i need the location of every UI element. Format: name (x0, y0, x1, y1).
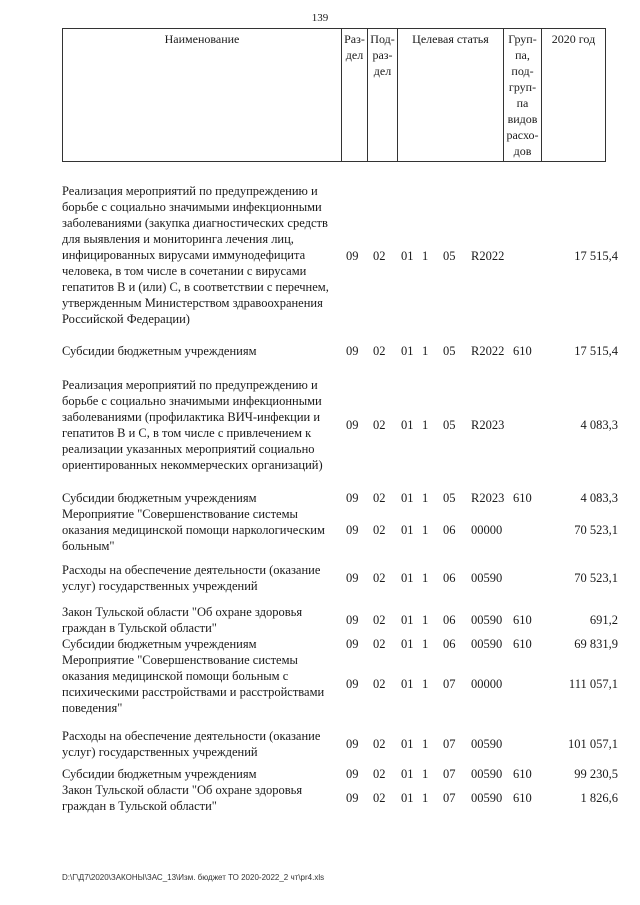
row-podrazdel: 02 (373, 767, 386, 781)
row-razdel: 09 (346, 571, 359, 585)
row-name-line: Субсидии бюджетным учреждениям (62, 344, 257, 358)
row-name-line: оказания медицинской помощи наркологическим (62, 523, 325, 537)
row-name-line: граждан в Тульской области" (62, 621, 217, 635)
row-name (62, 183, 338, 327)
row-target-subprogram: 1 (422, 637, 429, 651)
row-expense-group: 610 (513, 491, 532, 505)
header-group-line: груп- (508, 80, 537, 94)
row-name-line: услуг) государственных учреждений (62, 579, 258, 593)
row-podrazdel: 02 (373, 637, 386, 651)
row-podrazdel: 02 (373, 523, 386, 537)
row-razdel: 09 (346, 767, 359, 781)
row-target-event: 05 (443, 249, 456, 263)
header-group-line: па, (515, 48, 530, 62)
row-target-program: 01 (401, 677, 414, 691)
row-name-line: ориентированных некоммерческих организаций) (62, 458, 323, 472)
header-name-label: Наименование (164, 32, 240, 46)
row-target-program: 01 (401, 418, 414, 432)
row-amount: 1 826,6 (580, 791, 618, 805)
row-target-program: 01 (401, 737, 414, 751)
header-target-label: Целевая статья (412, 32, 489, 46)
row-target-direction: 00590 (471, 791, 503, 805)
row-target-program: 01 (401, 637, 414, 651)
row-target-direction: 00590 (471, 767, 503, 781)
row-name-line: поведения" (62, 701, 123, 715)
row-razdel: 09 (346, 344, 359, 358)
row-amount: 111 057,1 (568, 677, 618, 691)
row-name (62, 604, 338, 636)
row-name (62, 377, 338, 473)
row-name-line: оказания медицинской помощи больным с (62, 669, 289, 683)
row-name (62, 506, 338, 554)
row-expense-group: 610 (513, 767, 532, 781)
header-group-line: Груп- (508, 32, 537, 46)
row-podrazdel: 02 (373, 737, 386, 751)
row-target-program: 01 (401, 613, 414, 627)
header-podrazdel (368, 29, 398, 161)
row-amount: 70 523,1 (574, 523, 618, 537)
footer-file-path: D:\Г\Д7\2020\ЗАКОНЫ\ЗАС_13\Изм. бюджет ТО 2020-2022_2 чт\pr4.xls (62, 873, 325, 882)
row-razdel: 09 (346, 249, 359, 263)
row-podrazdel: 02 (373, 571, 386, 585)
header-podrazdel-line: дел (373, 64, 392, 78)
row-target-program: 01 (401, 491, 414, 505)
row-name-line: Российской Федерации) (62, 312, 190, 326)
row-target-program: 01 (401, 344, 414, 358)
row-name-line: Расходы на обеспечение деятельности (оказание (62, 729, 321, 743)
row-name-line: Реализация мероприятий по предупреждению и (62, 378, 318, 392)
row-target-program: 01 (401, 791, 414, 805)
row-razdel: 09 (346, 791, 359, 805)
row-name-line: Субсидии бюджетным учреждениям (62, 491, 257, 505)
row-podrazdel: 02 (373, 344, 386, 358)
row-name-line: Мероприятие "Совершенствование системы (62, 507, 298, 521)
row-target-event: 06 (443, 613, 456, 627)
row-name-line: гепатитов В и С, в том числе с привлечением к (62, 426, 312, 440)
row-target-direction: 00590 (471, 613, 503, 627)
row-target-event: 05 (443, 418, 456, 432)
header-group-line: па (516, 96, 529, 110)
row-target-program: 01 (401, 571, 414, 585)
row-name (62, 562, 338, 594)
header-target (398, 29, 504, 161)
row-target-subprogram: 1 (422, 344, 429, 358)
row-target-event: 07 (443, 767, 456, 781)
row-razdel: 09 (346, 418, 359, 432)
row-target-direction: 00590 (471, 571, 503, 585)
row-target-subprogram: 1 (422, 613, 429, 627)
row-target-subprogram: 1 (422, 249, 429, 263)
row-razdel: 09 (346, 737, 359, 751)
row-name-line: заболеваниями (профилактика ВИЧ-инфекции и (62, 410, 321, 424)
row-target-direction: 00000 (471, 523, 503, 537)
table-header (62, 28, 606, 162)
row-target-event: 06 (443, 571, 456, 585)
row-name-line: гепатитов В и (или) С, в соответствии с перечнем, (62, 280, 329, 294)
header-podrazdel-line: Под- (370, 32, 395, 46)
row-razdel: 09 (346, 491, 359, 505)
row-target-subprogram: 1 (422, 571, 429, 585)
row-target-subprogram: 1 (422, 418, 429, 432)
row-name-line: борьбе с социально значимыми инфекционными (62, 200, 322, 214)
header-group (504, 29, 542, 161)
row-target-event: 07 (443, 677, 456, 691)
row-expense-group: 610 (513, 344, 532, 358)
row-name-line: заболеваниями (закупка диагностических средств (62, 216, 328, 230)
row-podrazdel: 02 (373, 249, 386, 263)
row-name (62, 728, 338, 760)
row-amount: 17 515,4 (574, 249, 618, 263)
row-name-line: Закон Тульской области "Об охране здоровья (62, 783, 303, 797)
row-name-line: Закон Тульской области "Об охране здоровья (62, 605, 303, 619)
header-podrazdel-line: раз- (372, 48, 393, 62)
row-target-subprogram: 1 (422, 767, 429, 781)
row-expense-group: 610 (513, 637, 532, 651)
row-name (62, 490, 338, 506)
row-target-subprogram: 1 (422, 791, 429, 805)
row-name-line: Реализация мероприятий по предупреждению и (62, 184, 318, 198)
header-group-line: расхо- (506, 128, 539, 142)
row-target-direction: R2023 (471, 418, 505, 432)
row-target-subprogram: 1 (422, 677, 429, 691)
row-target-direction: R2023 (471, 491, 505, 505)
row-name-line: человека, в том числе в сочетании с вирусами (62, 264, 307, 278)
row-name-line: Субсидии бюджетным учреждениям (62, 767, 257, 781)
row-name-line: инфицированных вирусами иммунодефицита (62, 248, 306, 262)
page-number: 139 (311, 12, 329, 24)
row-name-line: граждан в Тульской области" (62, 799, 217, 813)
row-name (62, 766, 338, 782)
row-target-direction: R2022 (471, 249, 505, 263)
row-target-program: 01 (401, 523, 414, 537)
row-name-line: психическими расстройствами и расстройствами (62, 685, 325, 699)
row-name (62, 782, 338, 814)
header-year (542, 29, 605, 161)
row-amount: 99 230,5 (574, 767, 618, 781)
row-name-line: больным" (62, 539, 115, 553)
row-amount: 17 515,4 (574, 344, 618, 358)
row-target-program: 01 (401, 249, 414, 263)
row-name-line: борьбе с социально значимыми инфекционными (62, 394, 322, 408)
header-razdel-line: Раз- (344, 32, 365, 46)
row-amount: 4 083,3 (580, 491, 618, 505)
row-target-direction: 00000 (471, 677, 503, 691)
row-name-line: Мероприятие "Совершенствование системы (62, 653, 298, 667)
row-amount: 69 831,9 (574, 637, 618, 651)
row-razdel: 09 (346, 637, 359, 651)
row-podrazdel: 02 (373, 491, 386, 505)
header-razdel (342, 29, 368, 161)
row-razdel: 09 (346, 523, 359, 537)
header-group-line: дов (513, 144, 532, 158)
row-target-event: 07 (443, 791, 456, 805)
row-podrazdel: 02 (373, 418, 386, 432)
row-name-line: утвержденным Министерством здравоохранения (62, 296, 323, 310)
row-podrazdel: 02 (373, 677, 386, 691)
row-target-subprogram: 1 (422, 737, 429, 751)
row-podrazdel: 02 (373, 613, 386, 627)
row-target-direction: 00590 (471, 737, 503, 751)
row-expense-group: 610 (513, 613, 532, 627)
row-podrazdel: 02 (373, 791, 386, 805)
row-name (62, 343, 338, 359)
row-name-line: для выявления и мониторинга лечения лиц, (62, 232, 294, 246)
row-target-program: 01 (401, 767, 414, 781)
row-name-line: Субсидии бюджетным учреждениям (62, 637, 257, 651)
row-expense-group: 610 (513, 791, 532, 805)
row-razdel: 09 (346, 613, 359, 627)
row-target-direction: 00590 (471, 637, 503, 651)
row-target-subprogram: 1 (422, 491, 429, 505)
header-group-line: под- (511, 64, 534, 78)
row-target-direction: R2022 (471, 344, 505, 358)
row-amount: 101 057,1 (568, 737, 618, 751)
row-amount: 4 083,3 (580, 418, 618, 432)
header-name (63, 29, 342, 161)
row-name (62, 652, 338, 716)
row-target-subprogram: 1 (422, 523, 429, 537)
row-target-event: 05 (443, 344, 456, 358)
row-target-event: 06 (443, 637, 456, 651)
row-name (62, 636, 338, 652)
header-group-line: видов (507, 112, 538, 126)
row-name-line: реализации указанных мероприятий социально (62, 442, 315, 456)
row-razdel: 09 (346, 677, 359, 691)
row-name-line: услуг) государственных учреждений (62, 745, 258, 759)
row-target-event: 06 (443, 523, 456, 537)
header-razdel-line: дел (345, 48, 364, 62)
row-target-event: 05 (443, 491, 456, 505)
row-target-event: 07 (443, 737, 456, 751)
row-amount: 70 523,1 (574, 571, 618, 585)
row-name-line: Расходы на обеспечение деятельности (оказание (62, 563, 321, 577)
row-amount: 691,2 (589, 613, 618, 627)
header-year-label: 2020 год (551, 32, 596, 46)
